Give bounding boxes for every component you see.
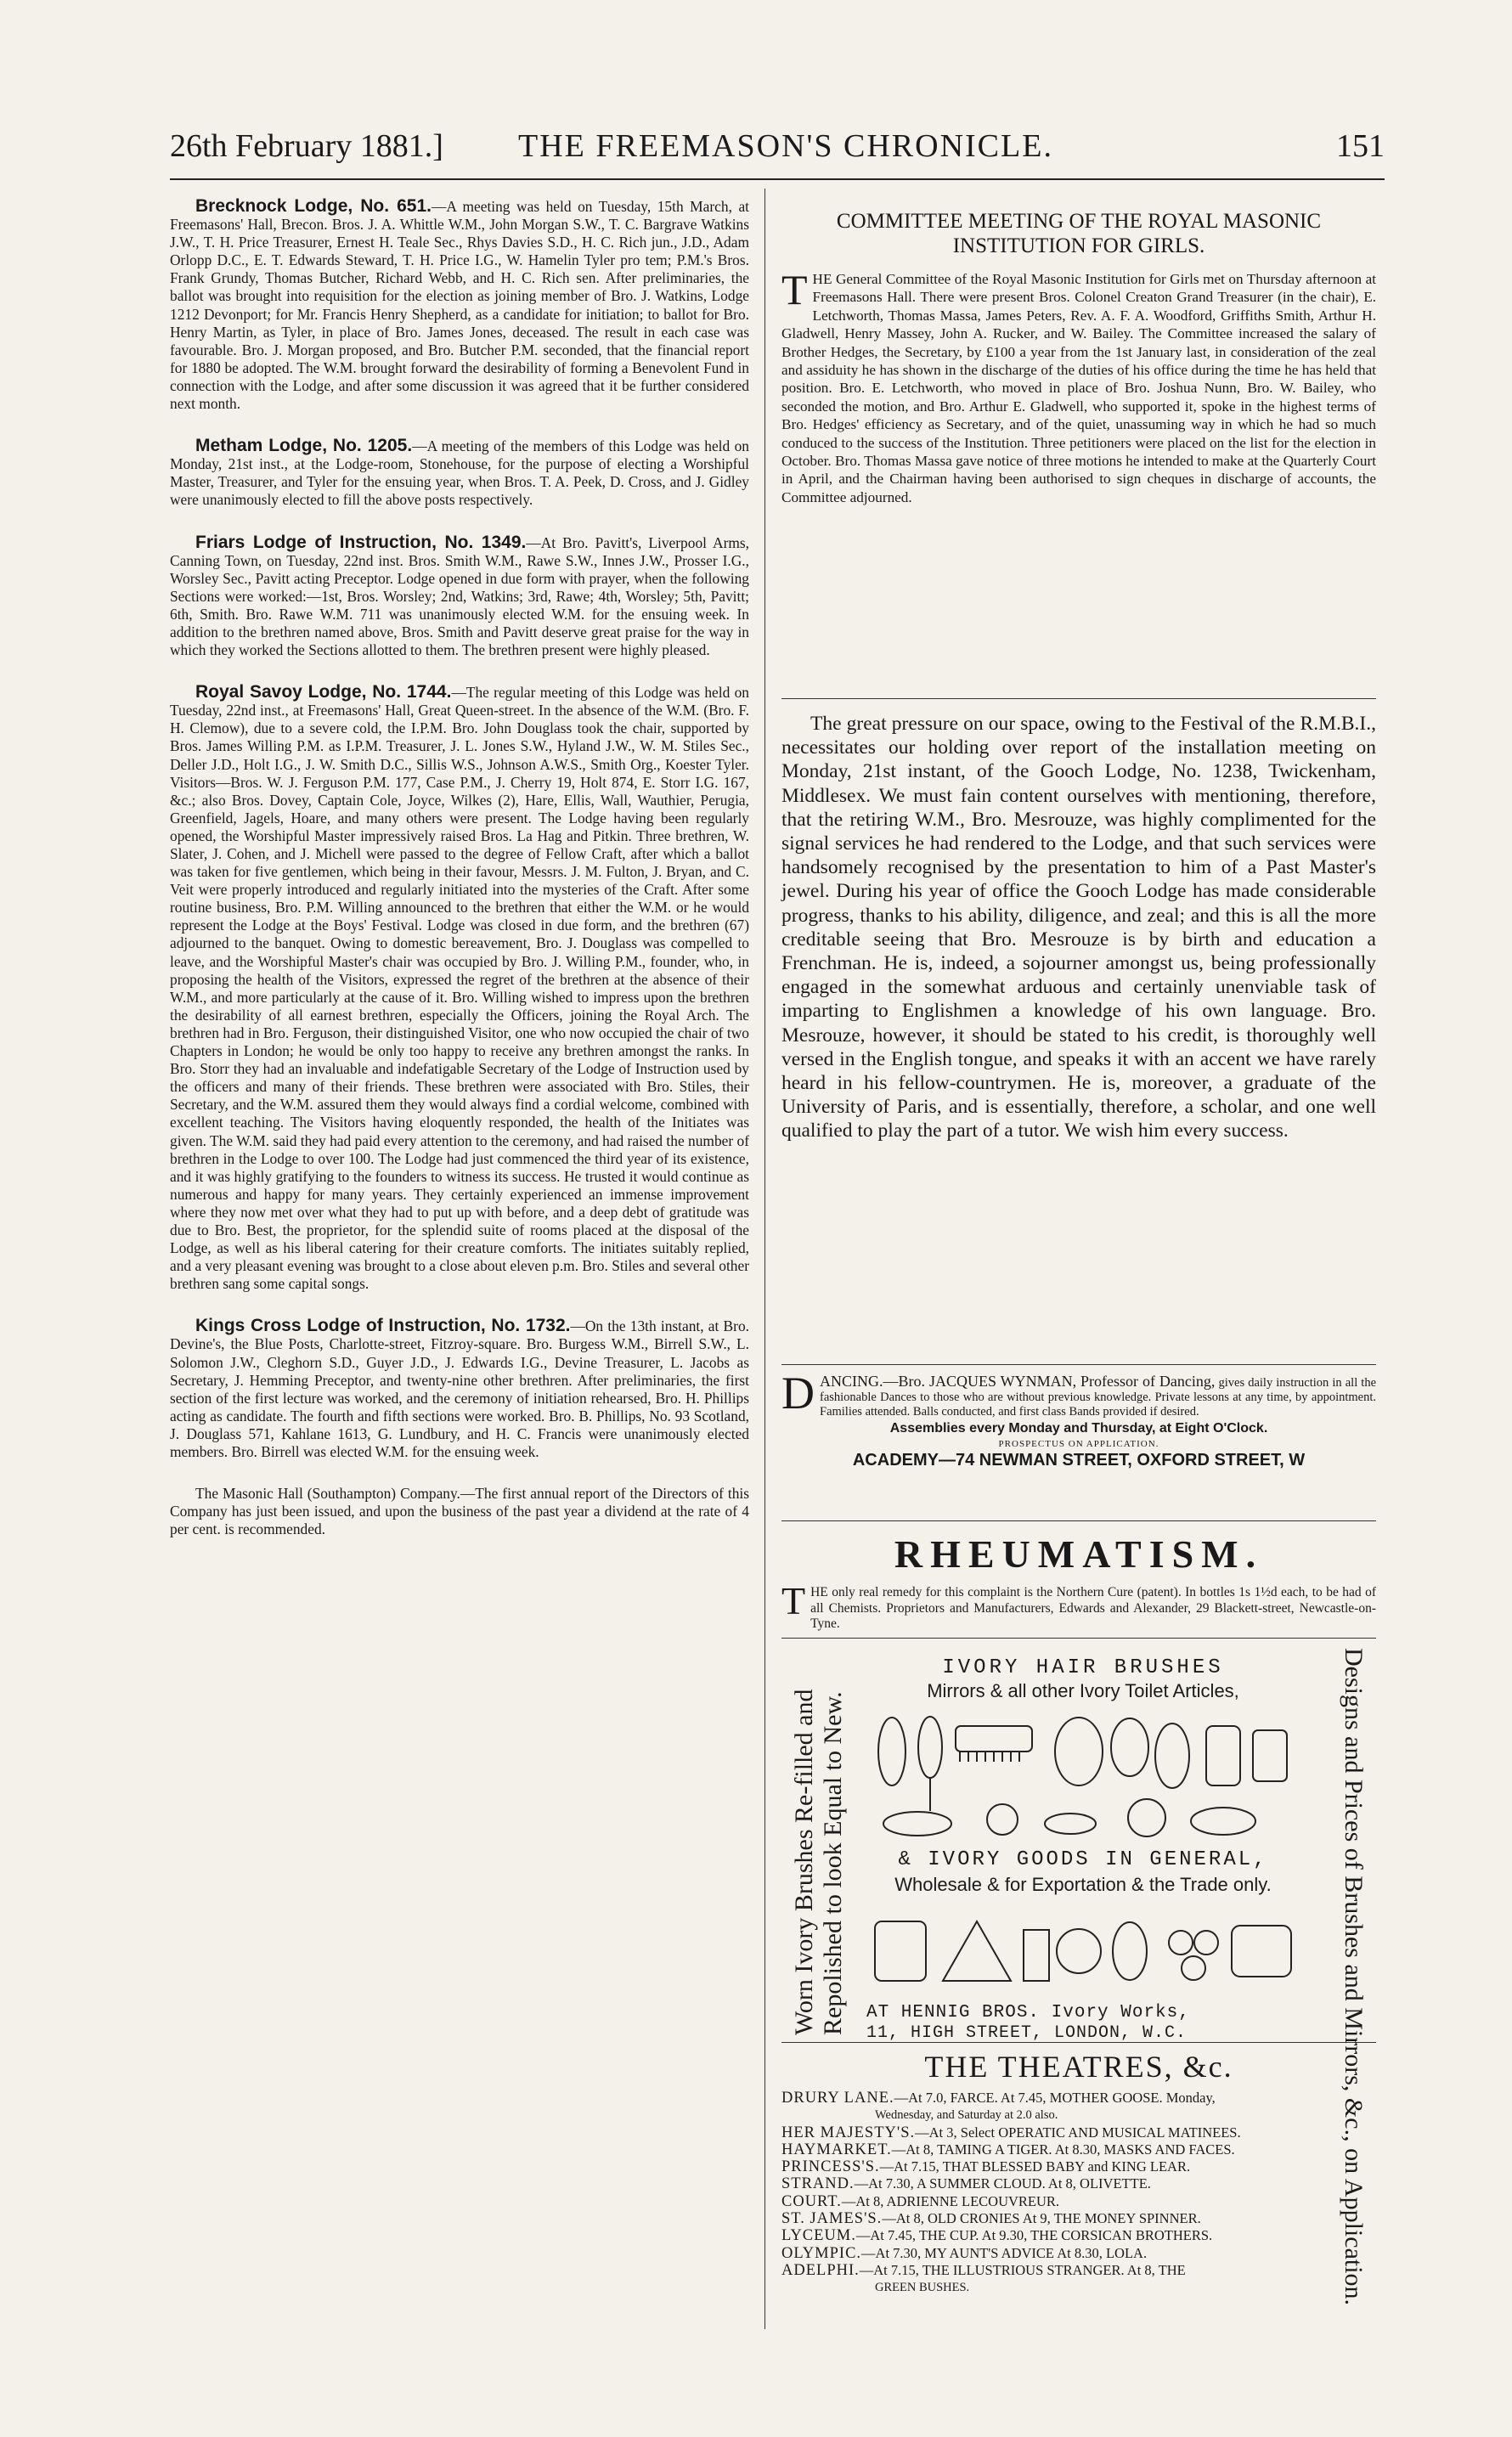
vertical-text-left xyxy=(787,1644,855,2037)
theatre-name: PRINCESS'S. xyxy=(781,2158,880,2176)
rheumatism-text: HE only real remedy for this complaint is the Northern Cure (patent). In bottles 1s 1½d each, to be had of all Chemists. Proprietors and Manufacturers, Edwards and Alexander, 29 Blackett-street, Newcastle-on-Tyne. xyxy=(810,1585,1376,1631)
theatre-programme: —At 7.0, FARCE. At 7.45, MOTHER GOOSE. Monday, xyxy=(894,2090,1216,2106)
theatre-programme: —At 7.15, THE ILLUSTRIOUS STRANGER. At 8, THE xyxy=(859,2261,1186,2278)
theatre-programme: —At 8, ADRIENNE LECOUVREUR. xyxy=(841,2192,1060,2209)
theatre-name: HAYMARKET. xyxy=(781,2141,892,2158)
metham-lodge-report xyxy=(170,437,749,509)
vertical-line-2: Repolished to look Equal to New. xyxy=(819,1691,847,2035)
prospectus-line: PROSPECTUS ON APPLICATION. xyxy=(998,1439,1159,1449)
masonic-hall-notice: The Masonic Hall (Southampton) Company.—The first annual report of the Directors of this Company has just been issued, and upon the business of the past year a dividend at the rate of 4 per cent. is recommended. xyxy=(170,1485,749,1538)
theatres-heading: THE THEATRES, &c. xyxy=(924,2050,1233,2084)
section-rule xyxy=(781,698,1376,699)
friars-lodge-report xyxy=(170,533,749,660)
theatre-name: ST. JAMES'S. xyxy=(781,2210,883,2228)
theatre-programme: —At 8, OLD CRONIES At 9, THE MONEY SPINNER. xyxy=(882,2210,1201,2227)
theatres-list xyxy=(781,2090,1376,2297)
royal-savoy-lodge-report xyxy=(170,683,749,1293)
drop-cap: D xyxy=(781,1368,815,1419)
ivory-subheading: Mirrors & all other Ivory Toilet Articles, xyxy=(927,1680,1239,1701)
article-text: —A meeting was held on Tuesday, 15th March, at Freemasons' Hall, Brecon. Bros. J. A. Whittle W.M., John Morgan S.W., T. C. Bargrave Watkins J.W., T. H. Price Treasurer, Ernest H. Teale Sec., Rhys Davies S.D., H. C. Rich jun., J.D., Adam Orlopp D.C., E. T. Edwards Steward, T. H. Price I.G., W. Hamelin Tyler pro tem; P.M.'s Bros. Frank Grundy, Thomas Butcher, Richard Webb, and H. C. Rich sen. After preliminaries, the ballot was brought into requisition for the election as joining member of Bro. J. Watkins, Lodge 1212 Devonport; for Mr. Francis Henry Shepherd, as a candidate for initiation; to ballot for Bro. Henry Martin, as Tyler, in place of Bro. James Jones, deceased. The result in each case was favourable. Bro. J. Morgan proposed, and Bro. Butcher P.M. seconded, that the financial report for 1880 be adopted. The W.M. brought forward the desirability of forming a Benevolent Fund in connection with the Lodge, and after some discussion it was agreed that it be further considered next month. xyxy=(170,198,749,413)
theatre-name: STRAND. xyxy=(781,2175,855,2193)
theatre-programme: —At 7.15, THAT BLESSED BABY and KING LEAR. xyxy=(879,2158,1191,2175)
theatre-name: COURT. xyxy=(781,2192,842,2210)
gooch-lodge-editorial: The great pressure on our space, owing to the Festival of the R.M.B.I., necessitates our holding over report of the installation meeting on Monday, 21st instant, of the Gooch Lodge, No. 1238, Twickenham, Middlesex. We must fain content ourselves with mentioning, therefore, that the retiring W.M., Bro. Mesrouze, was highly complimented for the signal services he had rendered to the Lodge, and that such services were handsomely recognised by the presentation to him of a Past Master's jewel. During his year of office the Gooch Lodge has made considerable progress, thanks to his ability, diligence, and zeal; and this is all the more creditable seeing that Bro. Mesrouze is by birth and education a Frenchman. He is, indeed, a sojourner amongst us, being professionally engaged in the somewhat arduous and certainly unenviable task of imparting to Englishmen a knowledge of his own language. Bro. Mesrouze, however, it should be stated to his credit, is thoroughly well versed in the English tongue, and speaks it with an accent we have rarely heard in his fellow-countrymen. He is, moreover, a graduate of the University of Paris, and is essentially, therefore, a scholar, and one well qualified to play the part of a tutor. We wish him every success. xyxy=(781,713,1376,1142)
theatre-listing xyxy=(781,2175,1376,2192)
ivory-goods-heading: & IVORY GOODS IN GENERAL, xyxy=(898,1848,1268,1871)
theatre-programme: —At 7.30, A SUMMER CLOUD. At 8, OLIVETTE. xyxy=(854,2175,1151,2192)
committee-heading-line1: COMMITTEE MEETING OF THE ROYAL MASONIC xyxy=(836,210,1322,233)
ivory-maker: AT HENNIG BROS. Ivory Works, xyxy=(866,2003,1190,2022)
dancing-text: gives daily instruction in all the fashionable Dances to those who are without previous knowledge. Private lessons at any time, by appointment. Families attended. Balls conducted, and first class Bands provided if desired. xyxy=(820,1376,1377,1419)
brecknock-lodge-report xyxy=(170,197,749,413)
section-rule xyxy=(781,1638,1376,1639)
theatre-listing xyxy=(781,2141,1376,2158)
left-column xyxy=(170,197,749,1538)
theatre-listing xyxy=(781,2262,1376,2279)
theatre-listing xyxy=(781,2210,1376,2227)
vertical-line-3: Designs and Prices of Brushes and Mirrors, &c., on Application. xyxy=(1340,1648,1368,2306)
article-heading: Friars Lodge of Instruction, No. 1349. xyxy=(195,532,527,552)
theatre-programme: —At 7.30, MY AUNT'S ADVICE At 8.30, LOLA. xyxy=(861,2244,1148,2261)
drop-cap: T xyxy=(781,1579,806,1622)
academy-address: ACADEMY—74 NEWMAN STREET, OXFORD STREET, W xyxy=(852,1451,1306,1470)
article-text: —On the 13th instant, at Bro. Devine's, the Blue Posts, Charlotte-street, Fitzroy-square. Bro. Burgess W.M., Birrell S.W., L. Solomon J.W., Cleghorn S.D., Guyer J.D., J. Edwards I.G., Devine Treasurer, L. Jacobs as Secretary, J. Hemming Preceptor, and twenty-nine other brethren. After preliminaries, the first section of the first lecture was worked, and the ceremony of initiation rehearsed, Bro. H. Phillips acting as candidate. The fourth and fifth sections were worked. Bro. B. Phillips, No. 93 Scotland, J. Douglass 571, Kahlane 1613, G. Lundbury, and H. C. Francis were unanimously elected members. Bro. Birrell was elected W.M. for the ensuing week. xyxy=(170,1317,749,1460)
article-heading: Metham Lodge, No. 1205. xyxy=(195,436,413,456)
committee-text: HE General Committee of the Royal Masonic Institution for Girls met on Thursday afternoon at Freemasons Hall. There were present Bros. Colonel Creaton Grand Treasurer (in the chair), E. Letchworth, Thomas Massa, James Peters, Rev. A. F. A. Woodford, Griffiths Smith, Arthur H. Gladwell, Henry Massey, John A. Rucker, and W. Bailey. The Committee increased the salary of Brother Hedges, the Secretary, by £100 a year from the 1st January last, in consideration of the zeal and assiduity he has shown in the discharge of the duties of his office during the time he has held that position. Bro. E. Letchworth, who moved in place of Bro. Joshua Nunn, Bro. W. Bailey, who seconded the motion, and Bro. Arthur E. Gladwell, who supported it, spoke in the highest terms of Bro. Hedges' efficiency as Secretary, and of the quiet, unassuming way in which he had so much conduced to the success of the Institution. Three petitioners were placed on the list for the election in October. Bro. Thomas Massa gave notice of three motions he intended to make at the Quarterly Court in April, and the Chairman having been authorised to sign cheques in discharge of accounts, the Committee adjourned. xyxy=(781,271,1376,505)
article-heading: Brecknock Lodge, No. 651. xyxy=(195,196,432,216)
theatre-listing xyxy=(781,2245,1376,2262)
section-rule xyxy=(781,2042,1376,2043)
theatre-listing xyxy=(781,2227,1376,2244)
toilet-articles-illustration xyxy=(866,1709,1300,1845)
newspaper-title: THE FREEMASON'S CHRONICLE. xyxy=(518,128,1053,164)
header-rule xyxy=(170,178,1385,180)
section-rule xyxy=(781,1364,1376,1365)
page-number: 151 xyxy=(1336,128,1385,164)
ivory-address: 11, HIGH STREET, LONDON, W.C. xyxy=(866,2023,1188,2043)
ivory-wholesale-line: Wholesale & for Exportation & the Trade only. xyxy=(894,1874,1272,1895)
theatre-programme: —At 7.45, THE CUP. At 9.30, THE CORSICAN BROTHERS. xyxy=(855,2227,1213,2244)
theatre-programme: —At 8, TAMING A TIGER. At 8.30, MASKS AND FACES. xyxy=(891,2141,1235,2158)
article-heading: Kings Cross Lodge of Instruction, No. 1732. xyxy=(195,1316,571,1336)
rheumatism-advertisement xyxy=(781,1579,1376,1633)
article-text: —The regular meeting of this Lodge was held on Tuesday, 22nd inst., at Freemasons' Hall, Great Queen-street. In the absence of the W.M. (Bro. F. H. Clemow), due to a severe cold, the I.P.M. Bro. John Douglass took the chair, supported by Bros. James Willing P.M. as I.P.M. Treasurer, J. L. Jones S.W., Hyland J.W., W. M. Stiles Sec., Deller J.D., Holt I.G., J. W. Smith D.C., Sillis W.S., Johnson A.W.S., Smith Org., Koester Tyler. Visitors—Bros. W. J. Ferguson P.M. 177, Case P.M., J. Cherry 19, Holt 874, E. Storr I.G. 167, &c.; also Bros. Dovey, Captain Cole, Joyce, Wilkes (2), Hare, Ellis, Wall, Wauthier, Perugia, Greenfield, Jagels, Hoare, and many others were present. The Lodge having been regularly opened, the Worshipful Master impressively raised Bros. La Hag and Pitkin. Three brethren, W. Slater, J. Cohen, and J. Michell were passed to the degree of Fellow Craft, after which a ballot was taken for five gentlemen, which being in their favour, Messrs. J. M. Fulton, J. Bryan, and C. Veit were properly introduced and regularly initiated into the mysteries of the Craft. After some routine business, Bro. P.M. Willing announced to the brethren that either the W.M. or he would represent the Lodge at the Boys' Festival. Lodge was closed in due form, and the brethren (67) adjourned to the banquet. Owing to domestic bereavement, Bro. J. Douglass was compelled to leave, and the Worshipful Master's chair was occupied by Bro. J. Willing P.M., founder, who, in proposing the health of the Visitors, expressed the regret of the brethren at the absence of their W.M., and more particularly at the cause of it. Bro. Willing wished to impress upon the brethren the desirability of all earnest brethren, especially the Officers, joining the Royal Arch. The brethren had in Bro. Ferguson, their distinguished Visitor, one who now occupied the chair of two Chapters in London; he would be only too happy to receive any brethren amongst the ranks. In Bro. Storr they had an invaluable and indefatigable Secretary of the Lodge of Instruction used by the officers and many of their friends. These brethren were associated with Bro. Stiles, their Secretary, and the W.M. assured them they would always find a cordial welcome, combined with excellent teaching. The Visitors having eloquently responded, the health of the Initiates was given. The W.M. said they had paid every attention to the ceremony, and had raised the number of brethren in the Lodge to over 100. The Lodge had just commenced the third year of its existence, and it was highly gratifying to the founders to witness its success. He trusted it would continue as numerous and happy for many years. They certainly experienced an immense improvement where they now met over what they had to put up with before, and a deep debt of gratitude was due to Bro. Best, the proprietor, for the splendid suite of rooms placed at the disposal of the Lodge, as well as his liberal catering for their creature comforts. The initiates suitably replied, and a very pleasant evening was brought to a close about eleven p.m. Bro. Stiles and several other brethren sang some capital songs. xyxy=(170,684,749,1293)
theatre-listing xyxy=(781,2279,1376,2296)
assemblies-line: Assemblies every Monday and Thursday, at Eight O'Clock. xyxy=(889,1421,1268,1436)
vertical-line-1: Worn Ivory Brushes Re-filled and xyxy=(790,1689,818,2035)
theatre-name: HER MAJESTY'S. xyxy=(781,2124,916,2141)
theatre-listing xyxy=(781,2124,1376,2141)
theatre-programme: —At 3, Select OPERATIC AND MUSICAL MATINEES. xyxy=(915,2124,1241,2141)
theatre-name: ADELPHI. xyxy=(781,2261,860,2279)
drop-cap: T xyxy=(781,266,808,313)
vertical-text-right xyxy=(1334,1644,1376,2306)
article-text: —At Bro. Pavitt's, Liverpool Arms, Canning Town, on Tuesday, 22nd inst. Bros. Smith W.M., Rawe S.W., Innes J.W., Prosser I.G., Worsley Sec., Pavitt acting Preceptor. Lodge opened in due form with prayer, when the following Sections were worked:—1st, Bros. Worsley; 2nd, Watkins; 3rd, Rawe; 4th, Worsley; 5th, Pavitt; 6th, Smith. Bro. Rawe W.M. 711 was unanimously elected W.M. for the ensuing week. In addition to the brethren named above, Bros. Smith and Pavitt deserve great praise for the way in which they worked the Sections allotted to them. The brethren present were highly pleased. xyxy=(170,533,750,659)
theatre-listing xyxy=(781,2090,1376,2107)
theatre-name: LYCEUM. xyxy=(781,2227,856,2245)
page-header xyxy=(170,127,1385,170)
section-rule xyxy=(781,1520,1376,1521)
theatre-name: OLYMPIC. xyxy=(781,2244,862,2262)
committee-heading-line2: INSTITUTION FOR GIRLS. xyxy=(952,234,1205,257)
issue-date: 26th February 1881.] xyxy=(170,128,443,164)
kings-cross-lodge-report xyxy=(170,1317,749,1461)
column-divider xyxy=(764,189,765,2329)
theatre-programme: GREEN BUSHES. xyxy=(875,2281,970,2295)
theatre-listing xyxy=(781,2107,1376,2124)
dancing-advertisement xyxy=(781,1368,1377,1470)
theatre-listing xyxy=(781,2158,1376,2175)
rheumatism-heading: RHEUMATISM. xyxy=(894,1532,1264,1576)
dancing-title: ANCING.—Bro. JACQUES WYNMAN, Professor of Dancing, xyxy=(820,1373,1216,1390)
theatre-programme: Wednesday, and Saturday at 2.0 also. xyxy=(875,2108,1058,2123)
article-heading: Royal Savoy Lodge, No. 1744. xyxy=(195,682,452,702)
committee-heading xyxy=(781,209,1376,258)
ivory-goods-illustration xyxy=(866,1904,1300,2000)
theatre-listing xyxy=(781,2193,1376,2210)
article-text: —A meeting of the members of this Lodge was held on Monday, 21st inst., at the Lodge-room, Stonehouse, for the purpose of electing a Worshipful Master, Treasurer, and Tyler for the ensuing year, when Bros. T. A. Peek, D. Cross, and J. Gidley were unanimously elected to fill the above posts respectively. xyxy=(170,437,749,509)
committee-report xyxy=(781,266,1376,506)
theatre-name: DRURY LANE. xyxy=(781,2090,894,2107)
ivory-heading: IVORY HAIR BRUSHES xyxy=(942,1656,1224,1679)
